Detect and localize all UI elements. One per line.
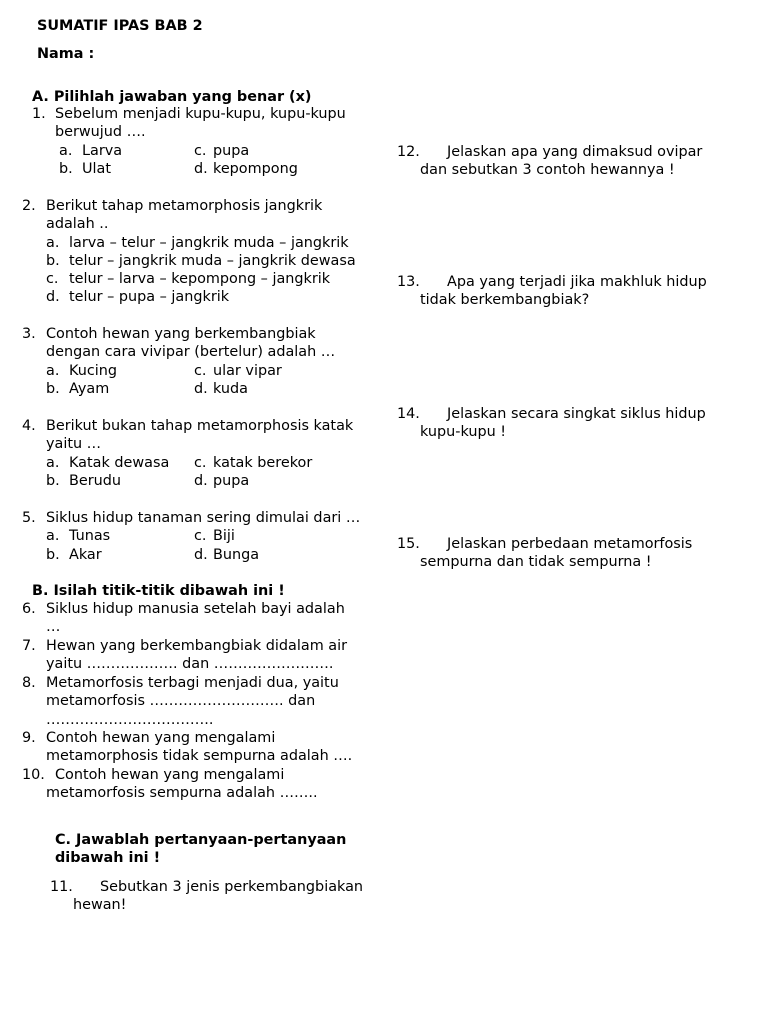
question-number: 1. — [32, 106, 46, 122]
question-text: berwujud …. — [55, 124, 146, 140]
question-text: Siklus hidup manusia setelah bayi adalah — [46, 601, 345, 617]
option-letter: d. — [46, 289, 60, 305]
option-text: Biji — [213, 528, 235, 544]
section-c-heading: dibawah ini ! — [55, 850, 161, 866]
option-letter: a. — [46, 455, 60, 471]
question-number: 9. — [22, 730, 36, 746]
question-text: dengan cara vivipar (bertelur) adalah … — [46, 344, 336, 360]
option-letter: c. — [194, 143, 207, 159]
option-letter: b. — [59, 161, 73, 177]
option-letter: a. — [46, 363, 60, 379]
option-letter: c. — [194, 528, 207, 544]
option-text: Bunga — [213, 547, 260, 563]
question-text: dan sebutkan 3 contoh hewannya ! — [420, 162, 675, 178]
question-text: Siklus hidup tanaman sering dimulai dari … — [46, 510, 361, 526]
page-title: SUMATIF IPAS BAB 2 — [37, 18, 203, 34]
question-text: Sebutkan 3 jenis perkembangbiakan — [100, 879, 364, 895]
option-text: telur – jangkrik muda – jangkrik dewasa — [69, 253, 356, 269]
question-text: tidak berkembangbiak? — [420, 292, 590, 308]
question-number: 11. — [50, 879, 73, 895]
option-letter: d. — [194, 381, 208, 397]
question-number: 4. — [22, 418, 36, 434]
option-letter: d. — [194, 473, 208, 489]
question-number: 6. — [22, 601, 36, 617]
question-number: 15. — [397, 536, 420, 552]
question-number: 14. — [397, 406, 420, 422]
option-letter: b. — [46, 253, 60, 269]
option-letter: c. — [194, 455, 207, 471]
question-text: sempurna dan tidak sempurna ! — [420, 554, 652, 570]
question-text: … — [46, 619, 61, 635]
option-text: telur – larva – kepompong – jangkrik — [69, 271, 331, 287]
question-number: 5. — [22, 510, 36, 526]
option-text: Akar — [69, 547, 102, 563]
question-text: …………………………….. — [46, 712, 214, 728]
name-label: Nama : — [37, 46, 95, 62]
question-text: yaitu ………………. dan ……………………. — [46, 656, 334, 672]
question-text: Jelaskan secara singkat siklus hidup — [447, 406, 706, 422]
option-text: Kucing — [69, 363, 118, 379]
question-text: hewan! — [73, 897, 127, 913]
option-text: Katak dewasa — [69, 455, 170, 471]
question-text: Contoh hewan yang mengalami — [55, 767, 285, 783]
question-number: 10. — [22, 767, 45, 783]
question-text: Berikut tahap metamorphosis jangkrik — [46, 198, 323, 214]
question-number: 13. — [397, 274, 420, 290]
option-text: Berudu — [69, 473, 122, 489]
question-text: metamorfosis ………………………. dan — [46, 693, 316, 709]
option-text: Ulat — [82, 161, 111, 177]
option-letter: b. — [46, 381, 60, 397]
option-text: katak berekor — [213, 455, 313, 471]
question-text: Jelaskan perbedaan metamorfosis — [447, 536, 693, 552]
question-text: yaitu … — [46, 436, 102, 452]
question-text: Contoh hewan yang berkembangbiak — [46, 326, 316, 342]
option-letter: c. — [46, 271, 59, 287]
question-text: adalah .. — [46, 216, 109, 232]
question-number: 7. — [22, 638, 36, 654]
option-letter: d. — [194, 161, 208, 177]
question-text: Sebelum menjadi kupu-kupu, kupu-kupu — [55, 106, 346, 122]
section-b-heading: B. Isilah titik-titik dibawah ini ! — [32, 583, 285, 599]
option-letter: c. — [194, 363, 207, 379]
question-text: Hewan yang berkembangbiak didalam air — [46, 638, 348, 654]
option-letter: b. — [46, 473, 60, 489]
question-text: metamorphosis tidak sempurna adalah …. — [46, 748, 353, 764]
question-text: Berikut bukan tahap metamorphosis katak — [46, 418, 354, 434]
question-text: metamorfosis sempurna adalah …….. — [46, 785, 318, 801]
question-text: kupu-kupu ! — [420, 424, 507, 440]
question-number: 8. — [22, 675, 36, 691]
option-letter: a. — [46, 528, 60, 544]
option-text: Larva — [82, 143, 123, 159]
option-letter: d. — [194, 547, 208, 563]
option-text: pupa — [213, 143, 250, 159]
option-text: kepompong — [213, 161, 298, 177]
option-text: ular vipar — [213, 363, 282, 379]
option-letter: a. — [46, 235, 60, 251]
question-number: 12. — [397, 144, 420, 160]
option-text: Ayam — [69, 381, 110, 397]
question-number: 3. — [22, 326, 36, 342]
option-text: Tunas — [69, 528, 111, 544]
option-letter: b. — [46, 547, 60, 563]
section-c-heading: C. Jawablah pertanyaan-pertanyaan — [55, 832, 347, 848]
question-number: 2. — [22, 198, 36, 214]
option-text: pupa — [213, 473, 250, 489]
option-text: larva – telur – jangkrik muda – jangkrik — [69, 235, 349, 251]
option-text: kuda — [213, 381, 248, 397]
option-letter: a. — [59, 143, 73, 159]
section-a-heading: A. Pilihlah jawaban yang benar (x) — [32, 89, 312, 105]
option-text: telur – pupa – jangkrik — [69, 289, 230, 305]
question-text: Jelaskan apa yang dimaksud ovipar — [447, 144, 703, 160]
question-text: Metamorfosis terbagi menjadi dua, yaitu — [46, 675, 339, 691]
question-text: Contoh hewan yang mengalami — [46, 730, 276, 746]
question-text: Apa yang terjadi jika makhluk hidup — [447, 274, 707, 290]
